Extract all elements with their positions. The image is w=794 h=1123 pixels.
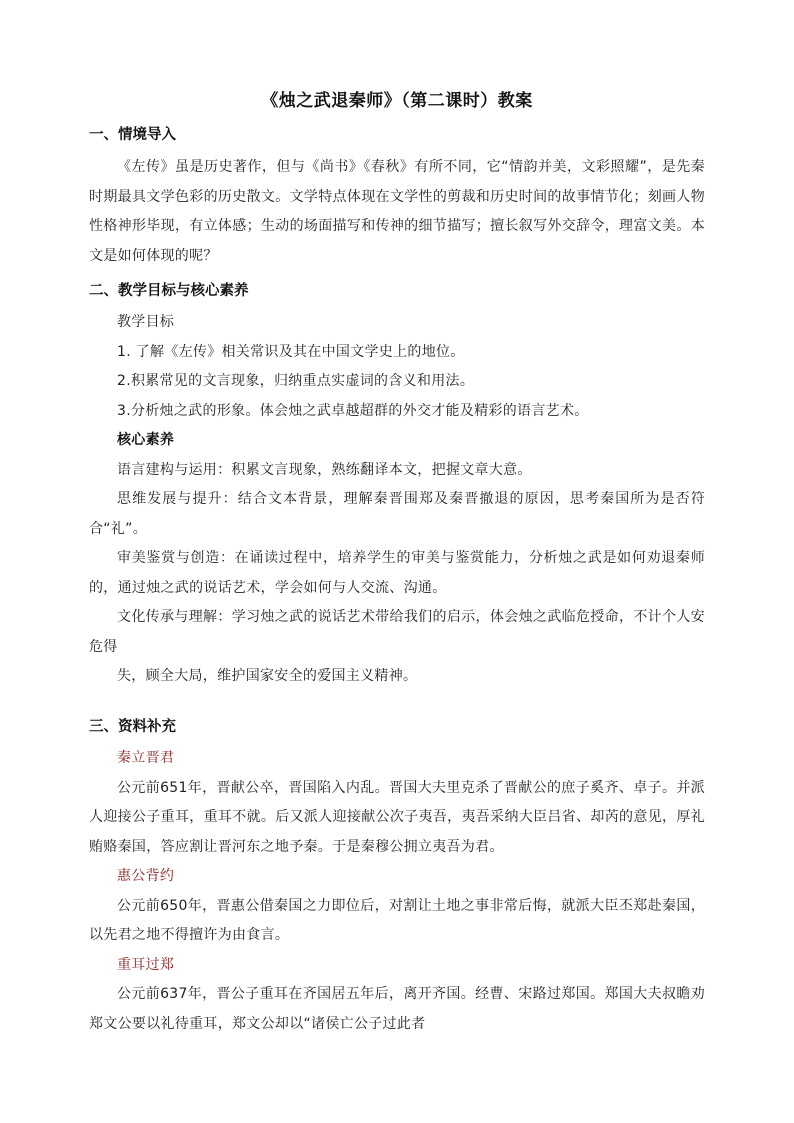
section-heading: 一、情境导入: [89, 127, 176, 143]
core-item: 失，顾全大局，维护国家安全的爱国主义精神。: [117, 668, 418, 684]
section-heading: 三、资料补充: [89, 719, 176, 735]
goal-item: 3.分析烛之武的形象。体会烛之武卓越超群的外交才能及精彩的语言艺术。: [117, 402, 589, 419]
material-title: 惠公背约: [117, 868, 175, 884]
core-item: 审美鉴赏与创造：在诵读过程中，培养学生的审美与鉴赏能力，分析烛之武是如何劝退秦师的，通过烛之武的说话艺术，学会如何与人交流、沟通。: [89, 550, 705, 596]
section-goals: [89, 280, 705, 692]
material-title: 重耳过郑: [117, 956, 175, 973]
intro-paragraph: 《左传》虽是历史著作，但与《尚书》《春秋》有所不同，它“情韵并美，文彩照耀”，是先秦时期最具文学色彩的历史散文。文学特点体现在文学性的剪裁和历史时间的故事情节化；刻画人物性格神形毕现，有立体感；生动的场面描写和传神的细节描写；擅长叙写外交辞令，理富文美。本文是如何体现的呢？: [89, 159, 705, 264]
document-title: 《烛之武退秦师》（第二课时）教案: [261, 91, 533, 111]
core-item: 文化传承与理解：学习烛之武的说话艺术带给我们的启示，体会烛之武临危授命，不计个人安危得: [89, 609, 705, 655]
section-materials: [89, 716, 705, 1039]
material-text: 公元前637年，晋公子重耳在齐国居五年后，离开齐国。经曹、宋路过郑国。郑国大夫叔瞻劝郑文公要以礼待重耳，郑文公却以“诸侯亡公子过此者: [89, 986, 705, 1032]
core-item: 思维发展与提升：结合文本背景，理解秦晋围郑及秦晋撤退的原因，思考秦国所为是否符合“礼”。: [89, 491, 705, 537]
goals-label: 教学目标: [117, 314, 175, 330]
material-title: 秦立晋君: [117, 750, 175, 766]
section-heading: 二、教学目标与核心素养: [89, 283, 249, 299]
core-item: 语言建构与运用：积累文言现象，熟练翻译本文，把握文章大意。: [117, 461, 532, 478]
section-intro: [89, 124, 705, 271]
core-label: 核心素养: [117, 432, 175, 448]
goal-item: 2.积累常见的文言现象，归纳重点实虚词的含义和用法。: [117, 373, 475, 389]
goal-item: 1. 了解《左传》相关常识及其在中国文学史上的地位。: [117, 343, 465, 360]
material-text: 公元前651年，晋献公卒，晋国陷入内乱。晋国大夫里克杀了晋献公的庶子奚齐、卓子。并派人迎接公子重耳，重耳不就。后又派人迎接献公次子夷吾，夷吾采纳大臣吕省、却芮的意见，厚礼贿赂秦国，答应割让晋河东之地予秦。于是秦穆公拥立夷吾为君。: [89, 779, 705, 855]
material-text: 公元前650年，晋惠公借秦国之力即位后，对割让土地之事非常后悔，就派大臣丕郑赴秦国，以先君之地不得擅许为由食言。: [89, 897, 705, 943]
